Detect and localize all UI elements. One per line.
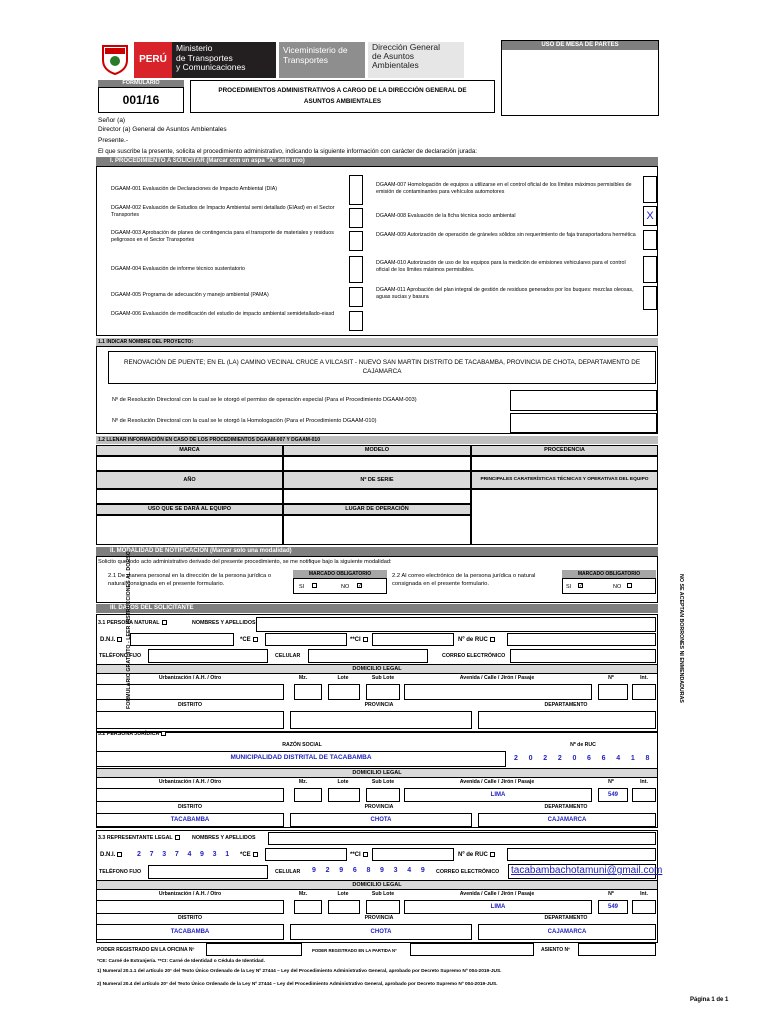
departamento-label-2: DEPARTAMENTO xyxy=(544,804,588,810)
sublote-field-1[interactable] xyxy=(366,684,400,700)
checkbox-010[interactable] xyxy=(643,256,657,283)
intro-director: Director (a) General de Asuntos Ambientales xyxy=(98,126,227,133)
poder-oficina-label: PODER REGISTRADO EN LA OFICINA Nº xyxy=(97,947,195,953)
si-label-1: SI xyxy=(299,584,305,590)
mesa-partes-label: USO DE MESA DE PARTES xyxy=(502,41,658,50)
sublote-label-3: Sub Lote xyxy=(371,891,395,897)
section-1-title: I. PROCEDIMIENTO A SOLICITAR (Marcar con un aspa "X" solo uno) xyxy=(96,157,658,166)
lugar-header: LUGAR DE OPERACIÓN xyxy=(283,504,471,515)
asiento-field[interactable] xyxy=(578,943,656,956)
distrito-field-1[interactable] xyxy=(96,711,284,729)
ci-field-3[interactable] xyxy=(372,848,454,861)
marca-field[interactable] xyxy=(96,456,283,471)
ruc-digits-row[interactable] xyxy=(510,753,656,766)
ruc-digit-6: 6 xyxy=(587,755,591,762)
avenida-field-1[interactable] xyxy=(404,684,592,700)
checkbox-006[interactable] xyxy=(349,311,363,331)
urb-label-1: Urbanización / A.H. / Otro xyxy=(158,675,222,681)
mz-field-3[interactable] xyxy=(294,900,322,914)
section-1-1-title: 1.1 INDICAR NOMBRE DEL PROYECTO: xyxy=(96,338,658,346)
uso-header: USO QUE SE DARÁ AL EQUIPO xyxy=(96,504,283,515)
mz-label-2: Mz. xyxy=(298,779,308,785)
departamento-label-3: DEPARTAMENTO xyxy=(544,915,588,921)
checkbox-007[interactable] xyxy=(643,176,657,203)
note-ce-ci: *CE: Carné de Extranjería. **CI: Carné de Identidad o Cédula de Identidad. xyxy=(97,959,265,964)
lote-label-3: Lote xyxy=(337,891,349,897)
distrito-label-3: DISTRITO xyxy=(177,915,203,921)
section-1-2-title: 1.2 LLENAR INFORMACIÓN EN CASO DE LOS PROCEDIMIENTOS DGAAM-007 Y DGAAM-010 xyxy=(96,436,658,444)
project-name-field[interactable]: RENOVACIÓN DE PUENTE; EN EL (LA) CAMINO VECINAL CRUCE A VILCASIT - NUEVO SAN MARTIN DISTRITO DE TACABAMBA, PROVINCIA DE CHOTA, DEPARTAMENTO DE CAJAMARCA xyxy=(108,351,656,384)
num-field-1[interactable] xyxy=(598,684,628,700)
poder-partida-field[interactable] xyxy=(410,943,534,956)
form-label: FORMULARIO xyxy=(98,80,184,87)
notification-intro: Solicito que todo acto administrativo derivado del presente procedimiento, se me notifique bajo la siguiente modalidad: xyxy=(98,559,392,565)
cel-digit-8: 4 xyxy=(407,867,412,874)
anio-header: AÑO xyxy=(96,471,283,489)
anio-field[interactable] xyxy=(96,489,283,504)
departamento-label-1: DEPARTAMENTO xyxy=(544,702,588,708)
checkbox-003[interactable] xyxy=(349,231,363,251)
lote-field-1[interactable] xyxy=(328,684,360,700)
avenida-value-3: LIMA xyxy=(490,904,506,910)
serie-header: Nº DE SERIE xyxy=(283,471,471,489)
peru-shield-icon xyxy=(99,42,131,76)
side-label-left: FORMULARIO GRATUITO - LEER INSTRUCCIONES AL DORSO xyxy=(126,551,132,709)
int-label-2: Int. xyxy=(640,779,648,785)
cel-digit-5: 8 xyxy=(366,867,371,874)
provincia-value-3: CHOTA xyxy=(370,929,392,935)
dni-digit-6: 9 xyxy=(200,851,204,858)
int-label-1: Int. xyxy=(640,675,648,681)
urb-field-1[interactable] xyxy=(96,684,284,700)
si-checkbox-2[interactable]: ✓ xyxy=(579,583,584,589)
option-email: 2.2 Al correo electrónico de la persona jurídica o natural consignada en el presente formulario. xyxy=(392,573,536,587)
cel-digit-2: 2 xyxy=(325,867,330,874)
proc-002: DGAAM-002 Evaluación de Estudios de Impacto Ambiental semi detallado (EIAsd) en el Sector Transportes xyxy=(111,205,335,218)
lugar-field[interactable] xyxy=(283,515,471,545)
direction-label: Dirección General de Asuntos Ambientales xyxy=(368,42,464,78)
intro-text: El que suscribe la presente, solicita el procedimiento administrativo, indicando la siguiente información con carácter de declaración jurada: xyxy=(98,148,478,155)
ruc-digit-1: 2 xyxy=(514,755,518,762)
ruc-digit-4: 2 xyxy=(557,755,562,762)
nombres-label-3: NOMBRES Y APELLIDOS xyxy=(192,835,256,841)
proc-009: DGAAM-009 Autorización de operación de gráneles sólidos sin requerimiento de faja transportadora hermética xyxy=(376,232,636,238)
proc-005: DGAAM-005 Programa de adecuación y manejo ambiental (PAMA) xyxy=(111,292,269,298)
distrito-label-2: DISTRITO xyxy=(177,804,203,810)
cel-digit-7: 3 xyxy=(393,867,398,874)
caract-field[interactable] xyxy=(471,489,658,545)
checkbox-001[interactable] xyxy=(349,175,363,205)
poder-partida-label: PODER REGISTRADO EN LA PARTIDA Nº xyxy=(312,948,397,953)
int-field-2[interactable] xyxy=(632,788,656,802)
ruc-field-3[interactable] xyxy=(507,848,656,861)
correo-label-3: CORREO ELECTRÓNICO xyxy=(436,869,500,875)
ruc-label-1: Nº de RUC xyxy=(458,637,495,643)
provincia-field-1[interactable] xyxy=(290,711,472,729)
cel-label-1: CELULAR xyxy=(275,653,301,659)
tel-field-1[interactable] xyxy=(148,649,268,663)
ce-label-3: *CE xyxy=(240,852,258,858)
dni-label-3: D.N.I. xyxy=(100,852,122,858)
obligatorio-label-2: MARCADO OBLIGATORIO xyxy=(562,570,656,578)
section-3-1-title: 3.1 PERSONA NATURAL xyxy=(98,620,167,626)
int-field-3[interactable] xyxy=(632,900,656,914)
obligatorio-box-2 xyxy=(562,578,656,594)
mz-label-3: Mz. xyxy=(298,891,308,897)
distrito-value-2: TACABAMBA xyxy=(170,817,210,823)
no-label-1: NO xyxy=(341,584,350,590)
proc-004: DGAAM-004 Evaluación de informe técnico sustentatorio xyxy=(111,266,245,272)
asiento-label: ASIENTO Nº xyxy=(541,947,570,953)
cel-digit-1: 9 xyxy=(312,867,316,874)
intro-presente: Presente.- xyxy=(98,137,128,144)
num-label-3: Nº xyxy=(608,891,614,897)
ruc-digit-2: 0 xyxy=(528,755,533,762)
dni-digit-5: 4 xyxy=(187,851,192,858)
ce-field-3[interactable] xyxy=(265,848,347,861)
provincia-label-3: PROVINCIA xyxy=(364,915,394,921)
proc-011: DGAAM-011 Aprobación del plan integral de gestión de residuos generados por los buques: mezclas oleosas, aguas sucias y basura xyxy=(376,287,634,300)
int-label-3: Int. xyxy=(640,891,648,897)
urb-label-3: Urbanización / A.H. / Otro xyxy=(158,891,222,897)
procedencia-header: PROCEDENCIA xyxy=(471,445,658,456)
ruc-digit-7: 6 xyxy=(601,755,606,762)
caract-header: PRINCIPALES CARATERÍSTICAS TÉCNICAS Y OPERATIVAS DEL EQUIPO xyxy=(471,471,658,489)
lote-field-2[interactable] xyxy=(328,788,360,802)
razon-value: MUNICIPALIDAD DISTRITAL DE TACABAMBA xyxy=(230,754,372,761)
num-value-2: 549 xyxy=(607,792,618,798)
ruc-digit-3: 2 xyxy=(543,755,548,762)
intro-greeting: Señor (a) xyxy=(98,117,126,124)
note-2: 2) Numeral 20.4 del artículo 20° del Texto Único Ordenado de la Ley Nº 27444 – Ley del Procedimiento Administrativo General, aprobado por Decreto Supremo Nº 004-2019-JUS. xyxy=(97,982,498,987)
lote-field-3[interactable] xyxy=(328,900,360,914)
section-3-3-title: 3.3 REPRESENTANTE LEGAL xyxy=(98,835,180,841)
si-label-2: SI xyxy=(566,584,572,590)
resolution-003-field[interactable] xyxy=(510,390,657,411)
distrito-value-3: TACABAMBA xyxy=(170,929,210,935)
sublote-label-1: Sub Lote xyxy=(371,675,395,681)
side-label-right: NO SE ACEPTAN BORRONES NI ENMENDADURAS xyxy=(678,574,684,703)
marca-header: MARCA xyxy=(96,445,283,456)
num-label-1: Nº xyxy=(608,675,614,681)
avenida-value-2: LIMA xyxy=(490,792,506,798)
checkbox-005[interactable] xyxy=(349,287,363,307)
proc-008: DGAAM-008 Evaluación de la ficha técnica socio ambiental xyxy=(376,213,516,219)
mz-label-1: Mz. xyxy=(298,675,308,681)
dni-digit-3: 3 xyxy=(162,851,167,858)
cel-digits-row[interactable] xyxy=(308,865,432,879)
poder-oficina-field[interactable] xyxy=(206,943,302,956)
cel-digit-3: 9 xyxy=(339,867,344,874)
form-title: PROCEDIMIENTOS ADMINISTRATIVOS A CARGO DE LA DIRECCIÓN GENERAL DE ASUNTOS AMBIENTALES xyxy=(190,80,495,113)
mesa-partes-box xyxy=(501,40,659,116)
ce-field-1[interactable] xyxy=(265,633,347,646)
proc-010: DGAAM-010 Autorización de uso de los equipos para la medición de emisiones vehiculares para el control oficial de los límites máximos permisibles. xyxy=(376,260,626,273)
checkbox-004[interactable] xyxy=(349,256,363,283)
dni-digit-1: 2 xyxy=(137,851,141,858)
domicilio-header-1: DOMICILIO LEGAL xyxy=(96,664,658,674)
sublote-field-2[interactable] xyxy=(366,788,400,802)
form-number: 001/16 xyxy=(98,87,184,113)
lote-label-1: Lote xyxy=(337,675,349,681)
serie-field[interactable] xyxy=(283,489,471,504)
provincia-label-1: PROVINCIA xyxy=(364,702,394,708)
provincia-value-2: CHOTA xyxy=(370,817,392,823)
mz-field-2[interactable] xyxy=(294,788,322,802)
nombres-field-3[interactable] xyxy=(268,832,656,845)
urb-field-2[interactable] xyxy=(96,788,284,802)
modelo-header: MODELO xyxy=(283,445,471,456)
obligatorio-label-1: MARCADO OBLIGATORIO xyxy=(293,570,387,578)
proc-006: DGAAM-006 Evaluación de modificación del estudio de impacto ambiental semidetallado-eiasd xyxy=(111,311,335,317)
resolution-003-label: Nº de Resolución Directoral con la cual se le otorgó el permiso de operación especial (Para el Procedimiento DGAAM-003) xyxy=(112,397,417,403)
proc-001: DGAAM-001 Evaluación de Declaraciones de Impacto Ambiental (DIA) xyxy=(111,186,278,192)
dni-digits-row[interactable] xyxy=(133,849,237,862)
avenida-label-3: Avenida / Calle / Jirón / Pasaje xyxy=(459,891,535,897)
proc-003: DGAAM-003 Aprobación de planes de contingencia para el transporte de materiales y residuos peligrosos en el Sector Transportes xyxy=(111,230,334,243)
lote-label-2: Lote xyxy=(337,779,349,785)
resolution-010-field[interactable] xyxy=(510,413,657,433)
cel-label-3: CELULAR xyxy=(275,869,301,875)
procedencia-field[interactable] xyxy=(471,456,658,471)
avenida-label-1: Avenida / Calle / Jirón / Pasaje xyxy=(459,675,535,681)
cel-digit-6: 9 xyxy=(380,867,384,874)
ruc-digit-5: 0 xyxy=(572,755,577,762)
ministry-label: Ministerio de Transportes y Comunicaciones xyxy=(172,42,276,78)
sublote-field-3[interactable] xyxy=(366,900,400,914)
no-checkbox-2[interactable] xyxy=(627,583,632,588)
int-field-1[interactable] xyxy=(632,684,656,700)
no-checkbox-1[interactable]: ✓ xyxy=(358,583,363,589)
checkbox-002[interactable] xyxy=(349,208,363,228)
modelo-field[interactable] xyxy=(283,456,471,471)
uso-field[interactable] xyxy=(96,515,283,545)
viceministry-label: Viceministerio de Transportes xyxy=(279,42,365,78)
checkbox-009[interactable] xyxy=(643,230,657,250)
avenida-label-2: Avenida / Calle / Jirón / Pasaje xyxy=(459,779,535,785)
cel-digit-9: 9 xyxy=(420,867,425,874)
dni-field-1[interactable] xyxy=(130,633,234,646)
tel-label-1: TELÉFONO FIJO xyxy=(99,653,142,659)
dni-digit-8: 1 xyxy=(225,851,230,858)
obligatorio-box-1 xyxy=(293,578,387,594)
num-value-3: 549 xyxy=(607,904,618,910)
checkbox-008[interactable]: X xyxy=(643,206,657,226)
num-label-2: Nº xyxy=(608,779,614,785)
ruc-label-3: Nº de RUC xyxy=(458,852,495,858)
nombres-field-1[interactable] xyxy=(256,617,656,632)
section-3-2-title: 3.2 PERSONA JURÍDICA xyxy=(98,731,166,737)
razon-label: RAZÓN SOCIAL xyxy=(282,742,322,748)
ci-field-1[interactable] xyxy=(372,633,454,646)
dni-label-1: D.N.I. xyxy=(100,637,122,643)
ce-label-1: *CE xyxy=(240,637,258,643)
no-label-2: NO xyxy=(613,584,622,590)
dni-digit-7: 3 xyxy=(212,851,217,858)
provincia-label-2: PROVINCIA xyxy=(364,804,394,810)
ci-label-3: **CI xyxy=(350,852,368,858)
tel-label-3: TELÉFONO FIJO xyxy=(99,869,142,875)
page-number: Página 1 de 1 xyxy=(690,997,729,1003)
correo-label-1: CORREO ELECTRÓNICO xyxy=(442,653,506,659)
departamento-field-1[interactable] xyxy=(478,711,656,729)
tel-field-3[interactable] xyxy=(148,865,268,879)
section-3-title: III. DATOS DEL SOLICITANTE xyxy=(96,604,658,613)
domicilio-header-2: DOMICILIO LEGAL xyxy=(96,768,658,778)
nombres-label-1: NOMBRES Y APELLIDOS xyxy=(192,620,256,626)
correo-field-1[interactable] xyxy=(510,649,656,663)
mz-field-1[interactable] xyxy=(294,684,322,700)
ci-label-1: **CI xyxy=(350,637,368,643)
ruc-digit-9: 1 xyxy=(630,755,635,762)
ruc-field-1[interactable] xyxy=(507,633,656,646)
departamento-value-3: CAJAMARCA xyxy=(547,929,587,935)
option-personal: 2.1 De manera personal en la dirección de la persona jurídica o natural consignada en el presente formulario. xyxy=(108,573,272,587)
sublote-label-2: Sub Lote xyxy=(371,779,395,785)
dni-digit-4: 7 xyxy=(174,851,179,858)
departamento-value-2: CAJAMARCA xyxy=(547,817,587,823)
note-1: 1) Numeral 20.1.1 del artículo 20° del Texto Único Ordenado de la Ley Nº 27444 – Ley del Procedimiento Administrativo General, aprobado por Decreto Supremo Nº 004-2019-JUS. xyxy=(97,969,502,974)
urb-label-2: Urbanización / A.H. / Otro xyxy=(158,779,222,785)
ruc-digit-10: 8 xyxy=(645,755,650,762)
peru-logo: PERÚ xyxy=(134,42,172,78)
dni-digit-2: 7 xyxy=(149,851,154,858)
ruc-digit-8: 4 xyxy=(616,755,621,762)
proc-007: DGAAM-007 Homologación de equipos a utilizarse en el control oficial de los límites máximos permisibles de emisión de contaminantes para vehículos automotores xyxy=(376,182,632,195)
cel-digit-4: 6 xyxy=(352,867,357,874)
ruc-label-2: Nº de RUC xyxy=(570,742,596,748)
email-value-3: tacabambachotamuni@gmail.com xyxy=(511,865,663,876)
section-2-title: II. MODALIDAD DE NOTIFICACIÓN (Marcar solo una modalidad) xyxy=(96,547,658,556)
distrito-label-1: DISTRITO xyxy=(177,702,203,708)
cel-field-1[interactable] xyxy=(308,649,428,663)
si-checkbox-1[interactable] xyxy=(312,583,317,588)
urb-field-3[interactable] xyxy=(96,900,284,914)
checkbox-011[interactable] xyxy=(643,286,657,310)
resolution-010-label: Nº de Resolución Directoral con la cual se le otorgó la Homologación (Para el Procedimiento DGAAM-010) xyxy=(112,418,377,424)
domicilio-header-3: DOMICILIO LEGAL xyxy=(96,880,658,890)
